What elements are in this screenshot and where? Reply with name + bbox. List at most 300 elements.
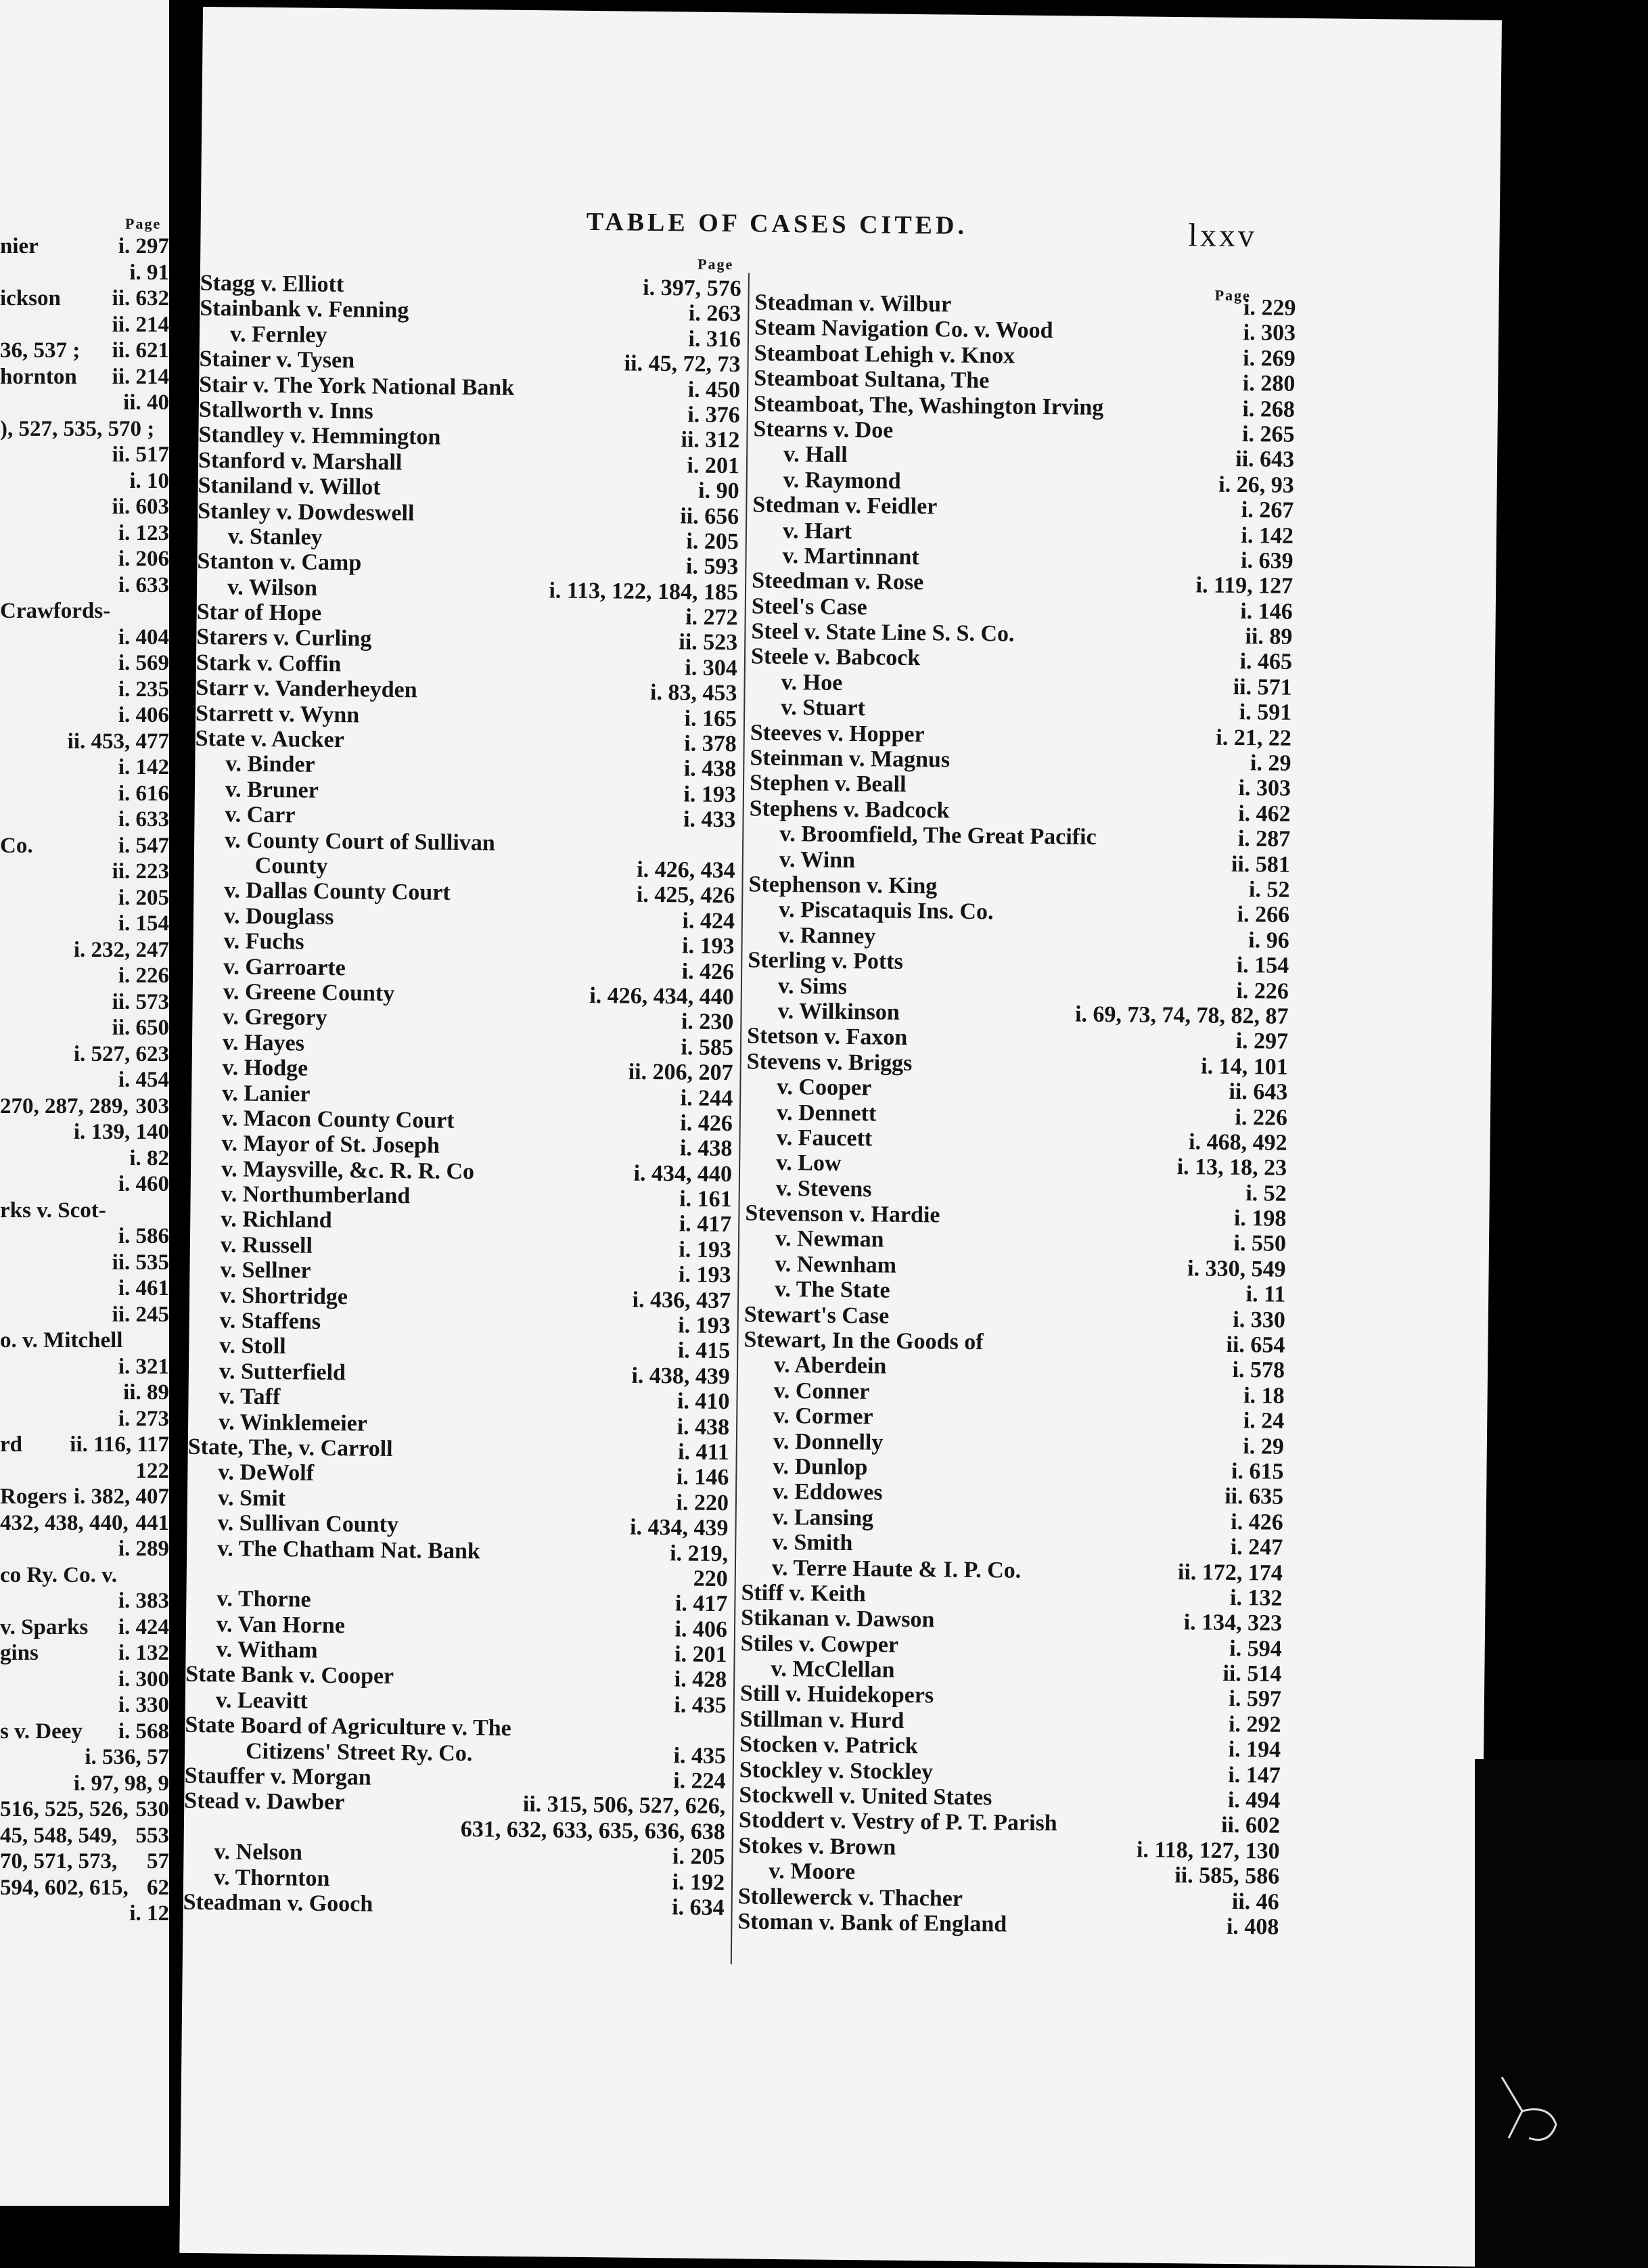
case-name: v. Van Horne bbox=[216, 1611, 346, 1638]
case-name: Stauffer v. Morgan bbox=[184, 1763, 371, 1790]
page-reference: i. 224 bbox=[672, 1768, 726, 1794]
case-name: Steamboat, The, Washington Irving bbox=[753, 391, 1104, 420]
fragment-line bbox=[0, 1562, 169, 1589]
fragment-line bbox=[0, 885, 169, 911]
case-name: v. Newnham bbox=[775, 1251, 897, 1278]
case-name: v. Stanley bbox=[227, 524, 323, 550]
case-name: Steedman v. Rose bbox=[752, 568, 924, 595]
case-name: v. Fernley bbox=[229, 321, 327, 348]
fragment-line bbox=[0, 1640, 169, 1666]
fragment-text: co Ry. Co. v. bbox=[0, 1562, 118, 1587]
fragment-line bbox=[0, 598, 169, 625]
case-name: v. Russell bbox=[220, 1232, 313, 1258]
case-name: v. Fuchs bbox=[223, 928, 304, 955]
page-reference: i. 266 bbox=[1237, 902, 1290, 928]
page-reference: ii. 581 bbox=[1231, 851, 1291, 878]
fragment-page: ii. 535 bbox=[112, 1250, 169, 1275]
fragment-text: ickson bbox=[0, 286, 61, 311]
fragment-page: 62 bbox=[147, 1875, 169, 1900]
page-reference: i. 438 bbox=[679, 1135, 733, 1162]
page-reference: i. 193 bbox=[678, 1313, 731, 1339]
case-name: v. Lanier bbox=[222, 1080, 311, 1107]
fragment-line bbox=[0, 1692, 169, 1719]
page-reference: i. 193 bbox=[679, 1237, 732, 1263]
page-reference: i. 411 bbox=[677, 1439, 729, 1466]
page-reference: i. 96 bbox=[1248, 927, 1289, 953]
fragment-line bbox=[0, 546, 169, 572]
page-number: lxxv bbox=[1188, 217, 1258, 254]
fragment-page: i. 404 bbox=[118, 625, 169, 650]
page-reference: i. 14, 101 bbox=[1201, 1053, 1288, 1080]
page-reference: ii. 46 bbox=[1231, 1888, 1280, 1915]
case-name: v. Cooper bbox=[777, 1074, 872, 1101]
case-name: Stair v. The York National Bank bbox=[199, 371, 515, 401]
fragment-line bbox=[0, 1536, 169, 1562]
case-name: v. Dallas County Court bbox=[224, 878, 451, 906]
case-name: Steel v. State Line S. S. Co. bbox=[751, 618, 1015, 647]
case-name: Stainbank v. Fenning bbox=[200, 296, 409, 323]
case-name: Stevens v. Briggs bbox=[746, 1049, 913, 1076]
case-name: v. Greene County bbox=[223, 979, 395, 1006]
fragment-page: i. 10 bbox=[129, 468, 169, 493]
page-reference: i. 226 bbox=[1236, 978, 1289, 1004]
page-reference: i. 192 bbox=[672, 1869, 725, 1895]
case-name: Stephenson v. King bbox=[748, 871, 938, 899]
case-name: v. Witham bbox=[216, 1637, 318, 1663]
fragment-line bbox=[0, 520, 169, 547]
case-name: Stedman v. Feidler bbox=[752, 492, 938, 520]
case-name: Starers v. Curling bbox=[196, 625, 372, 652]
case-name: Still v. Huidekopers bbox=[739, 1681, 934, 1708]
page-reference: i. 146 bbox=[676, 1464, 729, 1491]
page-reference: i. 594 bbox=[1229, 1635, 1282, 1662]
case-name: Steamboat Lehigh v. Knox bbox=[754, 340, 1015, 369]
page-reference: i. 193 bbox=[683, 781, 737, 808]
fragment-page: i. 97, 98, 9 bbox=[73, 1771, 169, 1796]
case-entry bbox=[183, 1890, 725, 1921]
fragment-line bbox=[0, 1302, 169, 1328]
fragment-line bbox=[0, 1380, 169, 1406]
facing-page-fragment bbox=[0, 233, 169, 1927]
fragment-page: i. 123 bbox=[118, 520, 169, 545]
page-reference: i. 165 bbox=[684, 706, 737, 731]
case-name: v. Carr bbox=[225, 802, 296, 828]
fragment-page: i. 139, 140 bbox=[73, 1120, 169, 1144]
fragment-page: ii. 603 bbox=[112, 495, 169, 519]
fragment-line bbox=[0, 1666, 169, 1693]
page-reference: i. 205 bbox=[672, 1844, 725, 1870]
fragment-text: 432, 438, 440, bbox=[0, 1510, 129, 1535]
page-reference: i. 154 bbox=[1236, 953, 1289, 978]
fragment-text: 594, 602, 615, bbox=[0, 1875, 129, 1900]
fragment-page: i. 273 bbox=[118, 1406, 169, 1431]
case-name: Citizens' Street Ry. Co. bbox=[245, 1738, 473, 1766]
case-name: v. Garroarte bbox=[223, 953, 346, 980]
page-reference: i. 425, 426 bbox=[636, 882, 735, 909]
fragment-page: ii. 214 bbox=[112, 364, 169, 389]
page-reference: i. 219, bbox=[670, 1540, 729, 1566]
page-reference: i. 229 bbox=[1243, 295, 1296, 321]
fragment-page: 530 bbox=[135, 1797, 169, 1821]
page-reference: i. 161 bbox=[679, 1186, 732, 1212]
fragment-line bbox=[0, 1744, 169, 1771]
page-reference: ii. 206, 207 bbox=[628, 1059, 733, 1086]
fragment-page: i. 527, 623 bbox=[73, 1041, 169, 1066]
case-name: v. Sellner bbox=[220, 1257, 311, 1284]
fragment-page: i. 321 bbox=[118, 1354, 169, 1379]
case-name: Sterling v. Potts bbox=[748, 947, 904, 975]
page-reference: i. 132 bbox=[1229, 1585, 1283, 1611]
fragment-line bbox=[0, 677, 169, 703]
page-reference: i. 424 bbox=[682, 908, 735, 934]
case-name: Stark v. Coffin bbox=[196, 650, 342, 677]
page-reference: i. 376 bbox=[687, 402, 740, 428]
fragment-page: i. 569 bbox=[118, 651, 169, 675]
fragment-text: 516, 525, 526, bbox=[0, 1797, 129, 1821]
fragment-text: rks v. Scot- bbox=[0, 1198, 106, 1223]
page-reference: ii. 585, 586 bbox=[1174, 1863, 1280, 1889]
case-name: v. Ranney bbox=[778, 922, 876, 949]
running-title: TABLE OF CASES CITED. bbox=[586, 207, 968, 240]
case-name: Stillman v. Hurd bbox=[739, 1706, 905, 1733]
page-reference: i. 263 bbox=[688, 300, 741, 327]
left-column-label: Page bbox=[697, 255, 734, 273]
case-name: Stephen v. Beall bbox=[749, 770, 907, 798]
fragment-line bbox=[0, 260, 169, 286]
page-reference: i. 18 bbox=[1243, 1382, 1285, 1409]
page-reference: i. 378 bbox=[684, 731, 737, 757]
fragment-line bbox=[0, 1510, 169, 1537]
fragment-text: Crawfords- bbox=[0, 599, 111, 623]
fragment-text: nier bbox=[0, 234, 39, 258]
case-name: County bbox=[254, 853, 328, 879]
page-reference: i. 90 bbox=[697, 478, 739, 504]
page-reference: ii. 523 bbox=[679, 629, 738, 656]
fragment-line bbox=[0, 1146, 169, 1172]
page-reference: i. 292 bbox=[1228, 1711, 1281, 1738]
fragment-page: i. 460 bbox=[118, 1172, 169, 1196]
fragment-page: i. 206 bbox=[118, 547, 169, 571]
fragment-line bbox=[0, 1901, 169, 1927]
case-name: v. Hall bbox=[783, 442, 848, 468]
case-name: Steam Navigation Co. v. Wood bbox=[754, 315, 1053, 344]
case-name: State Bank v. Cooper bbox=[185, 1662, 394, 1689]
page-reference: i. 142 bbox=[1241, 522, 1294, 549]
fragment-page: ii. 632 bbox=[112, 286, 169, 311]
fragment-line bbox=[0, 859, 169, 885]
case-name: v. Sims bbox=[777, 973, 848, 999]
case-name: Stagg v. Elliott bbox=[200, 270, 344, 298]
case-name: v. Maysville, &c. R. R. Co bbox=[221, 1156, 475, 1184]
fragment-line bbox=[0, 1041, 169, 1068]
page-reference: ii. 89 bbox=[1245, 624, 1293, 650]
fragment-line bbox=[0, 1432, 169, 1458]
case-name: Stockley v. Stockley bbox=[739, 1757, 934, 1785]
case-name: v. The Chatham Nat. Bank bbox=[217, 1535, 480, 1564]
case-name: v. Terre Haute & I. P. Co. bbox=[771, 1555, 1022, 1583]
case-name: v. Eddowes bbox=[772, 1479, 883, 1505]
case-name: v. Moore bbox=[769, 1859, 856, 1885]
case-name: v. Richland bbox=[221, 1206, 332, 1233]
case-name: v. Smit bbox=[217, 1485, 286, 1512]
case-name: Stanley v. Dowdeswell bbox=[198, 498, 415, 526]
case-name: Steamboat Sultana, The bbox=[754, 365, 990, 394]
fragment-page: i. 547 bbox=[118, 833, 169, 858]
case-name: Starrett v. Wynn bbox=[195, 700, 360, 728]
fragment-text: 36, 537 ; bbox=[0, 338, 81, 363]
right-column-label: Page bbox=[1214, 286, 1252, 304]
fragment-page: 303 bbox=[135, 1093, 169, 1118]
case-name: Steinman v. Magnus bbox=[750, 745, 951, 773]
case-name: Steadman v. Gooch bbox=[183, 1889, 373, 1917]
fragment-line bbox=[0, 1171, 169, 1198]
page-reference: i. 585 bbox=[681, 1035, 734, 1060]
fragment-line bbox=[0, 754, 169, 781]
page-reference: i. 118, 127, 130 bbox=[1136, 1837, 1280, 1864]
background-cloth bbox=[1475, 1759, 1648, 2268]
fragment-line bbox=[0, 1198, 169, 1224]
fragment-page: i. 633 bbox=[118, 807, 169, 832]
fragment-page: 553 bbox=[135, 1823, 169, 1848]
page-reference: i. 268 bbox=[1242, 396, 1296, 422]
case-name: Stocken v. Patrick bbox=[739, 1731, 918, 1759]
case-name: v. Lansing bbox=[772, 1504, 874, 1531]
case-name: v. Shortridge bbox=[219, 1282, 348, 1309]
fragment-line bbox=[0, 1119, 169, 1146]
left-column bbox=[183, 271, 741, 1921]
case-name: Stollewerck v. Thacher bbox=[737, 1883, 963, 1911]
page-reference: i. 304 bbox=[685, 655, 738, 681]
page-reference: i. 267 bbox=[1241, 497, 1294, 523]
fragment-line bbox=[0, 1484, 169, 1510]
fragment-page: ii. 621 bbox=[112, 338, 169, 363]
page-reference: i. 147 bbox=[1228, 1762, 1281, 1788]
page-reference: i. 462 bbox=[1238, 800, 1291, 827]
fragment-line bbox=[0, 1771, 169, 1797]
page-reference: i. 205 bbox=[686, 528, 739, 555]
case-name: v. Hart bbox=[782, 518, 852, 544]
case-name: v. Northumberland bbox=[221, 1181, 411, 1209]
page-reference: i. 434, 439 bbox=[629, 1514, 729, 1541]
fragment-line bbox=[0, 1849, 169, 1875]
page-reference: i. 330, 549 bbox=[1187, 1256, 1286, 1282]
fragment-page: i. 91 bbox=[129, 260, 169, 285]
fragment-line bbox=[0, 911, 169, 937]
page-reference: i. 134, 323 bbox=[1183, 1610, 1283, 1637]
fragment-line bbox=[0, 1067, 169, 1093]
page-reference: i. 146 bbox=[1240, 598, 1293, 625]
page-reference: i. 434, 440 bbox=[633, 1160, 733, 1187]
page-reference: 631, 632, 633, 635, 636, 638 bbox=[460, 1816, 726, 1845]
case-name: v. Smith bbox=[772, 1530, 853, 1556]
case-name: v. Broomfield, The Great Pacific bbox=[779, 821, 1097, 850]
fragment-page: i. 586 bbox=[118, 1224, 169, 1248]
fragment-text: Co. bbox=[0, 833, 33, 858]
case-name: v. Wilson bbox=[227, 574, 318, 601]
page-reference: i. 287 bbox=[1237, 826, 1291, 853]
page-reference: i. 591 bbox=[1239, 700, 1292, 726]
fragment-line bbox=[0, 1614, 169, 1641]
fragment-line bbox=[0, 1719, 169, 1745]
page-reference: 220 bbox=[693, 1566, 728, 1592]
case-name: Stevenson v. Hardie bbox=[745, 1200, 940, 1228]
fragment-line bbox=[0, 1588, 169, 1614]
page-reference: i. 417 bbox=[679, 1211, 732, 1238]
fragment-page: ii. 517 bbox=[112, 443, 169, 467]
case-name: Stiff v. Keith bbox=[741, 1580, 866, 1607]
case-name: Stallworth v. Inns bbox=[198, 396, 373, 424]
page-reference: i. 201 bbox=[674, 1641, 727, 1668]
page-reference: i. 193 bbox=[681, 933, 735, 959]
case-name: Stoman v. Bank of England bbox=[737, 1909, 1007, 1937]
fragment-line bbox=[0, 1015, 169, 1041]
page-reference: i. 119, 127 bbox=[1195, 572, 1294, 599]
fragment-page: i. 406 bbox=[118, 703, 169, 727]
fragment-line bbox=[0, 937, 169, 963]
fragment-line bbox=[0, 1354, 169, 1380]
fragment-page: i. 235 bbox=[118, 677, 169, 702]
page-reference: i. 198 bbox=[1233, 1206, 1287, 1231]
case-name: v. Gregory bbox=[223, 1004, 327, 1031]
case-name: v. Thornton bbox=[213, 1864, 330, 1891]
fragment-line bbox=[0, 338, 169, 364]
case-name: v. Conner bbox=[773, 1378, 870, 1405]
case-name: v. Martinnant bbox=[782, 543, 919, 570]
case-name: v. DeWolf bbox=[218, 1459, 315, 1487]
page-reference: i. 330 bbox=[1233, 1307, 1286, 1333]
pencil-mark-icon bbox=[1495, 2070, 1570, 2158]
fragment-page: i. 616 bbox=[118, 781, 169, 806]
page-reference: i. 468, 492 bbox=[1188, 1129, 1287, 1156]
page-reference: ii. 172, 174 bbox=[1177, 1559, 1283, 1586]
fragment-line bbox=[0, 963, 169, 989]
page-reference: i. 615 bbox=[1231, 1458, 1284, 1484]
case-name: Starr v. Vanderheyden bbox=[196, 675, 417, 703]
page-reference: i. 406 bbox=[674, 1616, 728, 1642]
case-name: Star of Hope bbox=[196, 599, 322, 626]
fragment-text: s v. Deey bbox=[0, 1719, 83, 1744]
fragment-text: v. Sparks bbox=[0, 1614, 89, 1639]
page-reference: i. 578 bbox=[1232, 1357, 1285, 1384]
case-name: Stanton v. Camp bbox=[197, 549, 362, 576]
page-reference: i. 194 bbox=[1228, 1737, 1281, 1763]
fragment-line bbox=[0, 1328, 169, 1354]
fragment-page: ii. 40 bbox=[123, 390, 169, 415]
case-name: v. Hoe bbox=[781, 669, 843, 696]
page-reference: ii. 643 bbox=[1235, 447, 1295, 473]
case-name: v. Low bbox=[776, 1150, 842, 1177]
page-reference: i. 426, 434 bbox=[637, 857, 735, 884]
fragment-text: gins bbox=[0, 1641, 39, 1665]
case-name: Stockwell v. United States bbox=[739, 1782, 992, 1811]
case-name: Staniland v. Willot bbox=[198, 473, 381, 500]
fragment-page: 57 bbox=[147, 1849, 169, 1874]
fragment-text: 45, 548, 549, bbox=[0, 1823, 118, 1848]
fragment-line bbox=[0, 650, 169, 677]
fragment-page: i. 461 bbox=[118, 1276, 169, 1300]
case-name: v. Newman bbox=[775, 1226, 884, 1253]
fragment-page: i. 297 bbox=[118, 234, 169, 258]
case-name: Stoddert v. Vestry of P. T. Parish bbox=[738, 1807, 1057, 1836]
fragment-page: i. 633 bbox=[118, 572, 169, 597]
fragment-text: rd bbox=[0, 1432, 22, 1457]
page-reference: ii. 514 bbox=[1222, 1660, 1282, 1687]
fragment-page: i. 424 bbox=[118, 1614, 169, 1639]
case-name: Stewart, In the Goods of bbox=[743, 1327, 984, 1355]
page-reference: i. 265 bbox=[1241, 422, 1295, 447]
fragment-line bbox=[0, 989, 169, 1016]
page-reference: i. 226 bbox=[1235, 1104, 1288, 1131]
fragment-line bbox=[0, 494, 169, 520]
fragment-text: hornton bbox=[0, 364, 77, 389]
case-name: v. Hodge bbox=[222, 1055, 308, 1081]
facing-page-label: Page bbox=[125, 215, 162, 232]
page-reference: i. 415 bbox=[677, 1338, 731, 1364]
case-name: v. Faucett bbox=[776, 1125, 873, 1152]
fragment-page: i. 12 bbox=[129, 1901, 169, 1926]
page-reference: ii. 315, 506, 527, 626, bbox=[522, 1792, 726, 1819]
case-name: v. Sullivan County bbox=[217, 1510, 399, 1538]
page-reference: i. 435 bbox=[674, 1692, 727, 1719]
page-reference: i. 69, 73, 74, 78, 82, 87 bbox=[1074, 1001, 1289, 1029]
case-name: v. Stuart bbox=[781, 695, 866, 721]
fragment-line bbox=[0, 625, 169, 651]
fragment-text: 270, 287, 289, bbox=[0, 1093, 129, 1118]
case-name: State v. Aucker bbox=[195, 725, 344, 753]
fragment-line bbox=[0, 233, 169, 260]
case-name: v. Taff bbox=[219, 1384, 281, 1410]
fragment-page: i. 382, 407 bbox=[73, 1484, 169, 1509]
page-reference: i. 247 bbox=[1230, 1535, 1283, 1560]
page-reference: i. 426 bbox=[680, 1110, 733, 1137]
page-reference: i. 465 bbox=[1239, 649, 1293, 675]
page-reference: i. 303 bbox=[1243, 320, 1296, 346]
fragment-page: 441 bbox=[135, 1510, 169, 1535]
case-name: Stephens v. Badcock bbox=[749, 796, 950, 823]
case-name: v. Stevens bbox=[775, 1175, 872, 1202]
case-name: v. County Court of Sullivan bbox=[224, 827, 495, 856]
fragment-page: i. 454 bbox=[118, 1068, 169, 1092]
case-name: v. Hayes bbox=[222, 1030, 305, 1056]
case-name: v. Wilkinson bbox=[777, 998, 900, 1025]
fragment-text: 70, 571, 573, bbox=[0, 1849, 118, 1874]
page-reference: i. 316 bbox=[688, 326, 741, 353]
fragment-line bbox=[0, 312, 169, 338]
case-name: v. The State bbox=[775, 1277, 890, 1303]
facing-page bbox=[0, 0, 169, 2206]
page-reference: i. 29 bbox=[1243, 1433, 1285, 1459]
case-name: Stead v. Dawber bbox=[184, 1788, 345, 1815]
page-reference: i. 244 bbox=[680, 1085, 733, 1111]
fragment-page: ii. 223 bbox=[112, 859, 169, 884]
page-reference: i. 426 bbox=[1231, 1509, 1283, 1535]
fragment-page: i. 383 bbox=[118, 1589, 169, 1613]
page-reference: i. 21, 22 bbox=[1216, 725, 1292, 751]
fragment-page: i. 300 bbox=[118, 1666, 169, 1692]
case-name: v. Macon County Court bbox=[221, 1106, 455, 1133]
case-name: v. McClellan bbox=[771, 1656, 895, 1683]
page-reference: i. 450 bbox=[687, 377, 741, 403]
page-reference: i. 550 bbox=[1233, 1231, 1287, 1257]
page-reference: i. 220 bbox=[676, 1490, 729, 1516]
fragment-line bbox=[0, 1875, 169, 1901]
fragment-line bbox=[0, 1250, 169, 1276]
case-name: v. Piscataquis Ins. Co. bbox=[778, 897, 994, 925]
fragment-line bbox=[0, 781, 169, 807]
page-reference: i. 408 bbox=[1226, 1913, 1279, 1940]
case-name: Steele v. Babcock bbox=[750, 643, 921, 671]
page-reference: i. 593 bbox=[685, 553, 739, 580]
